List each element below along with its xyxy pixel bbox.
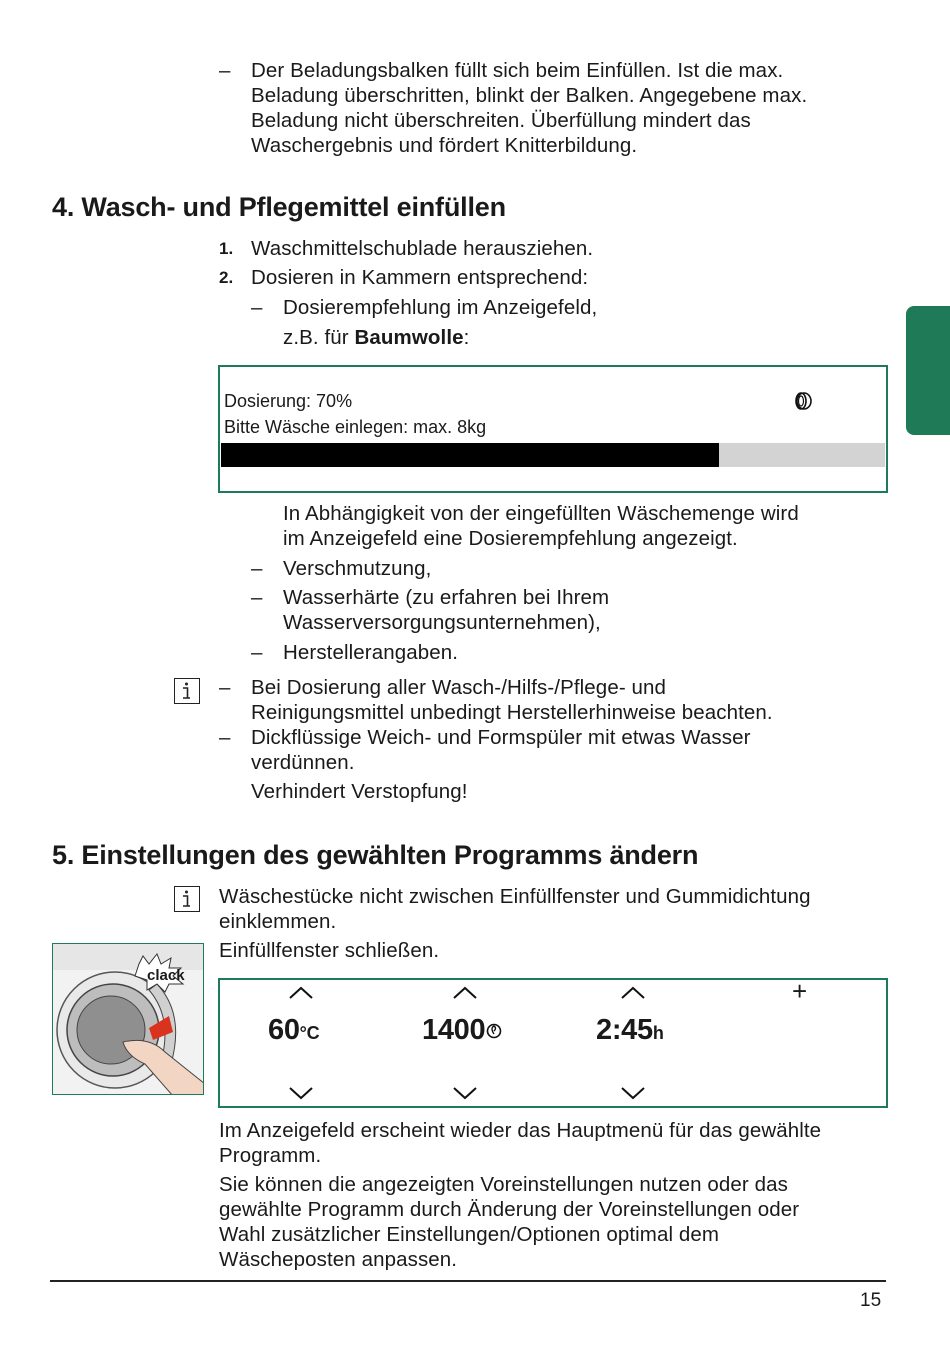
sub-line: Dosierempfehlung im Anzeigefeld, xyxy=(283,296,598,319)
step-number: 2. xyxy=(219,268,234,287)
note-item-dosing xyxy=(219,675,899,725)
info-icon xyxy=(174,678,200,704)
clack-label: clack xyxy=(147,967,185,984)
para-line: Programm. xyxy=(219,1144,322,1167)
temperature-number: 60 xyxy=(268,1014,300,1046)
time-up-chevron-icon[interactable] xyxy=(620,986,646,1000)
drum-icon xyxy=(792,391,814,411)
sub-item-water-hardness xyxy=(251,585,891,635)
note-line: Verhindert Verstopfung! xyxy=(251,780,468,803)
time-value[interactable] xyxy=(596,1014,664,1047)
load-bar xyxy=(221,443,885,467)
main-menu-paragraph xyxy=(219,1118,899,1168)
dash: – xyxy=(251,296,263,319)
sub-item-manufacturer xyxy=(251,640,891,665)
info-icon xyxy=(174,886,200,912)
dash: – xyxy=(251,557,263,580)
time-down-chevron-icon[interactable] xyxy=(620,1086,646,1100)
note-item-softener xyxy=(219,725,899,804)
sub-text: Verschmutzung, xyxy=(283,557,432,580)
note-line: einklemmen. xyxy=(219,910,337,933)
note-line: Wäschestücke nicht zwischen Einfüllfenster und Gummidichtung xyxy=(219,885,811,908)
temperature-up-chevron-icon[interactable] xyxy=(288,986,314,1000)
explain-line-1: In Abhängigkeit von der eingefüllten Wäschemenge wird xyxy=(283,502,799,525)
section5-title: 5. Einstellungen des gewählten Programms ändern xyxy=(52,840,699,870)
explain-line-2: im Anzeigefeld eine Dosierempfehlung angezeigt. xyxy=(283,527,738,550)
sub-line-example xyxy=(283,325,891,350)
intro-line-4: Waschergebnis und fördert Knitterbildung. xyxy=(251,134,638,157)
note-line: Dickflüssige Weich- und Formspüler mit etwas Wasser xyxy=(251,726,751,749)
sub-text: Herstellerangaben. xyxy=(283,641,459,664)
step-number: 1. xyxy=(219,239,234,258)
step-2 xyxy=(219,265,879,290)
dash: – xyxy=(219,726,231,749)
para-line: gewählte Programm durch Änderung der Voreinstellungen oder xyxy=(219,1198,800,1221)
settings-display xyxy=(218,978,888,1108)
note-line: verdünnen. xyxy=(251,751,355,774)
sub-line: Wasserversorgungsunternehmen), xyxy=(283,611,601,634)
page-number: 15 xyxy=(860,1290,882,1311)
spin-value[interactable] xyxy=(422,1014,502,1047)
time-number: 2:45 xyxy=(596,1014,653,1046)
footer-divider xyxy=(50,1280,886,1282)
dosage-text: Dosierung: 70% xyxy=(224,391,353,411)
dash: – xyxy=(219,676,231,699)
intro-line-2: Beladung überschritten, blinkt der Balken. Angegebene max. xyxy=(251,84,808,107)
dosage-explanation xyxy=(283,501,903,551)
intro-item xyxy=(219,58,899,158)
spin-icon xyxy=(486,1023,502,1039)
load-text: Bitte Wäsche einlegen: max. 8kg xyxy=(224,417,487,437)
section4-title: 4. Wasch- und Pflegemittel einfüllen xyxy=(52,192,506,222)
note-line: Reinigungsmittel unbedingt Herstellerhinweise beachten. xyxy=(251,701,773,724)
sub-item-soiling xyxy=(251,556,891,581)
dash: – xyxy=(219,59,231,82)
presets-paragraph xyxy=(219,1172,899,1272)
intro-line-3: Beladung nicht überschreiten. Überfüllung mindert das xyxy=(251,109,751,132)
dosage-display xyxy=(218,365,888,493)
sub-line: Wasserhärte (zu erfahren bei Ihrem xyxy=(283,586,610,609)
intro-line-1: Der Beladungsbalken füllt sich beim Einfüllen. Ist die max. xyxy=(251,59,784,82)
load-bar-fill xyxy=(221,443,719,467)
time-unit: h xyxy=(652,1023,664,1043)
note-line: Bei Dosierung aller Wasch-/Hilfs-/Pflege- und xyxy=(251,676,667,699)
sub-item-dosage xyxy=(251,295,891,350)
temperature-unit: °C xyxy=(299,1023,320,1043)
step-1 xyxy=(219,236,879,261)
program-name: Baumwolle xyxy=(354,326,464,349)
para-line: Wahl zusätzlicher Einstellungen/Optionen optimal dem xyxy=(219,1223,720,1246)
spin-up-chevron-icon[interactable] xyxy=(452,986,478,1000)
para-line: Sie können die angezeigten Voreinstellungen nutzen oder das xyxy=(219,1173,788,1196)
close-door-text: Einfüllfenster schließen. xyxy=(219,939,440,962)
example-suffix: : xyxy=(463,326,470,349)
door-closing-illustration xyxy=(52,943,204,1095)
dash: – xyxy=(251,586,263,609)
para-line: Im Anzeigefeld erscheint wieder das Hauptmenü für das gewählte xyxy=(219,1119,822,1142)
para-line: Wäscheposten anpassen. xyxy=(219,1248,458,1271)
spin-down-chevron-icon[interactable] xyxy=(452,1086,478,1100)
step-text: Dosieren in Kammern entsprechend: xyxy=(251,266,589,289)
temperature-down-chevron-icon[interactable] xyxy=(288,1086,314,1100)
example-prefix: z.B. für xyxy=(283,326,355,349)
temperature-value[interactable] xyxy=(268,1014,319,1047)
section5-note xyxy=(219,884,899,963)
plus-icon[interactable]: + xyxy=(792,976,808,1006)
dash: – xyxy=(251,641,263,664)
step-text: Waschmittelschublade herausziehen. xyxy=(251,237,594,260)
spin-number: 1400 xyxy=(422,1014,486,1046)
chapter-tab xyxy=(906,306,950,435)
